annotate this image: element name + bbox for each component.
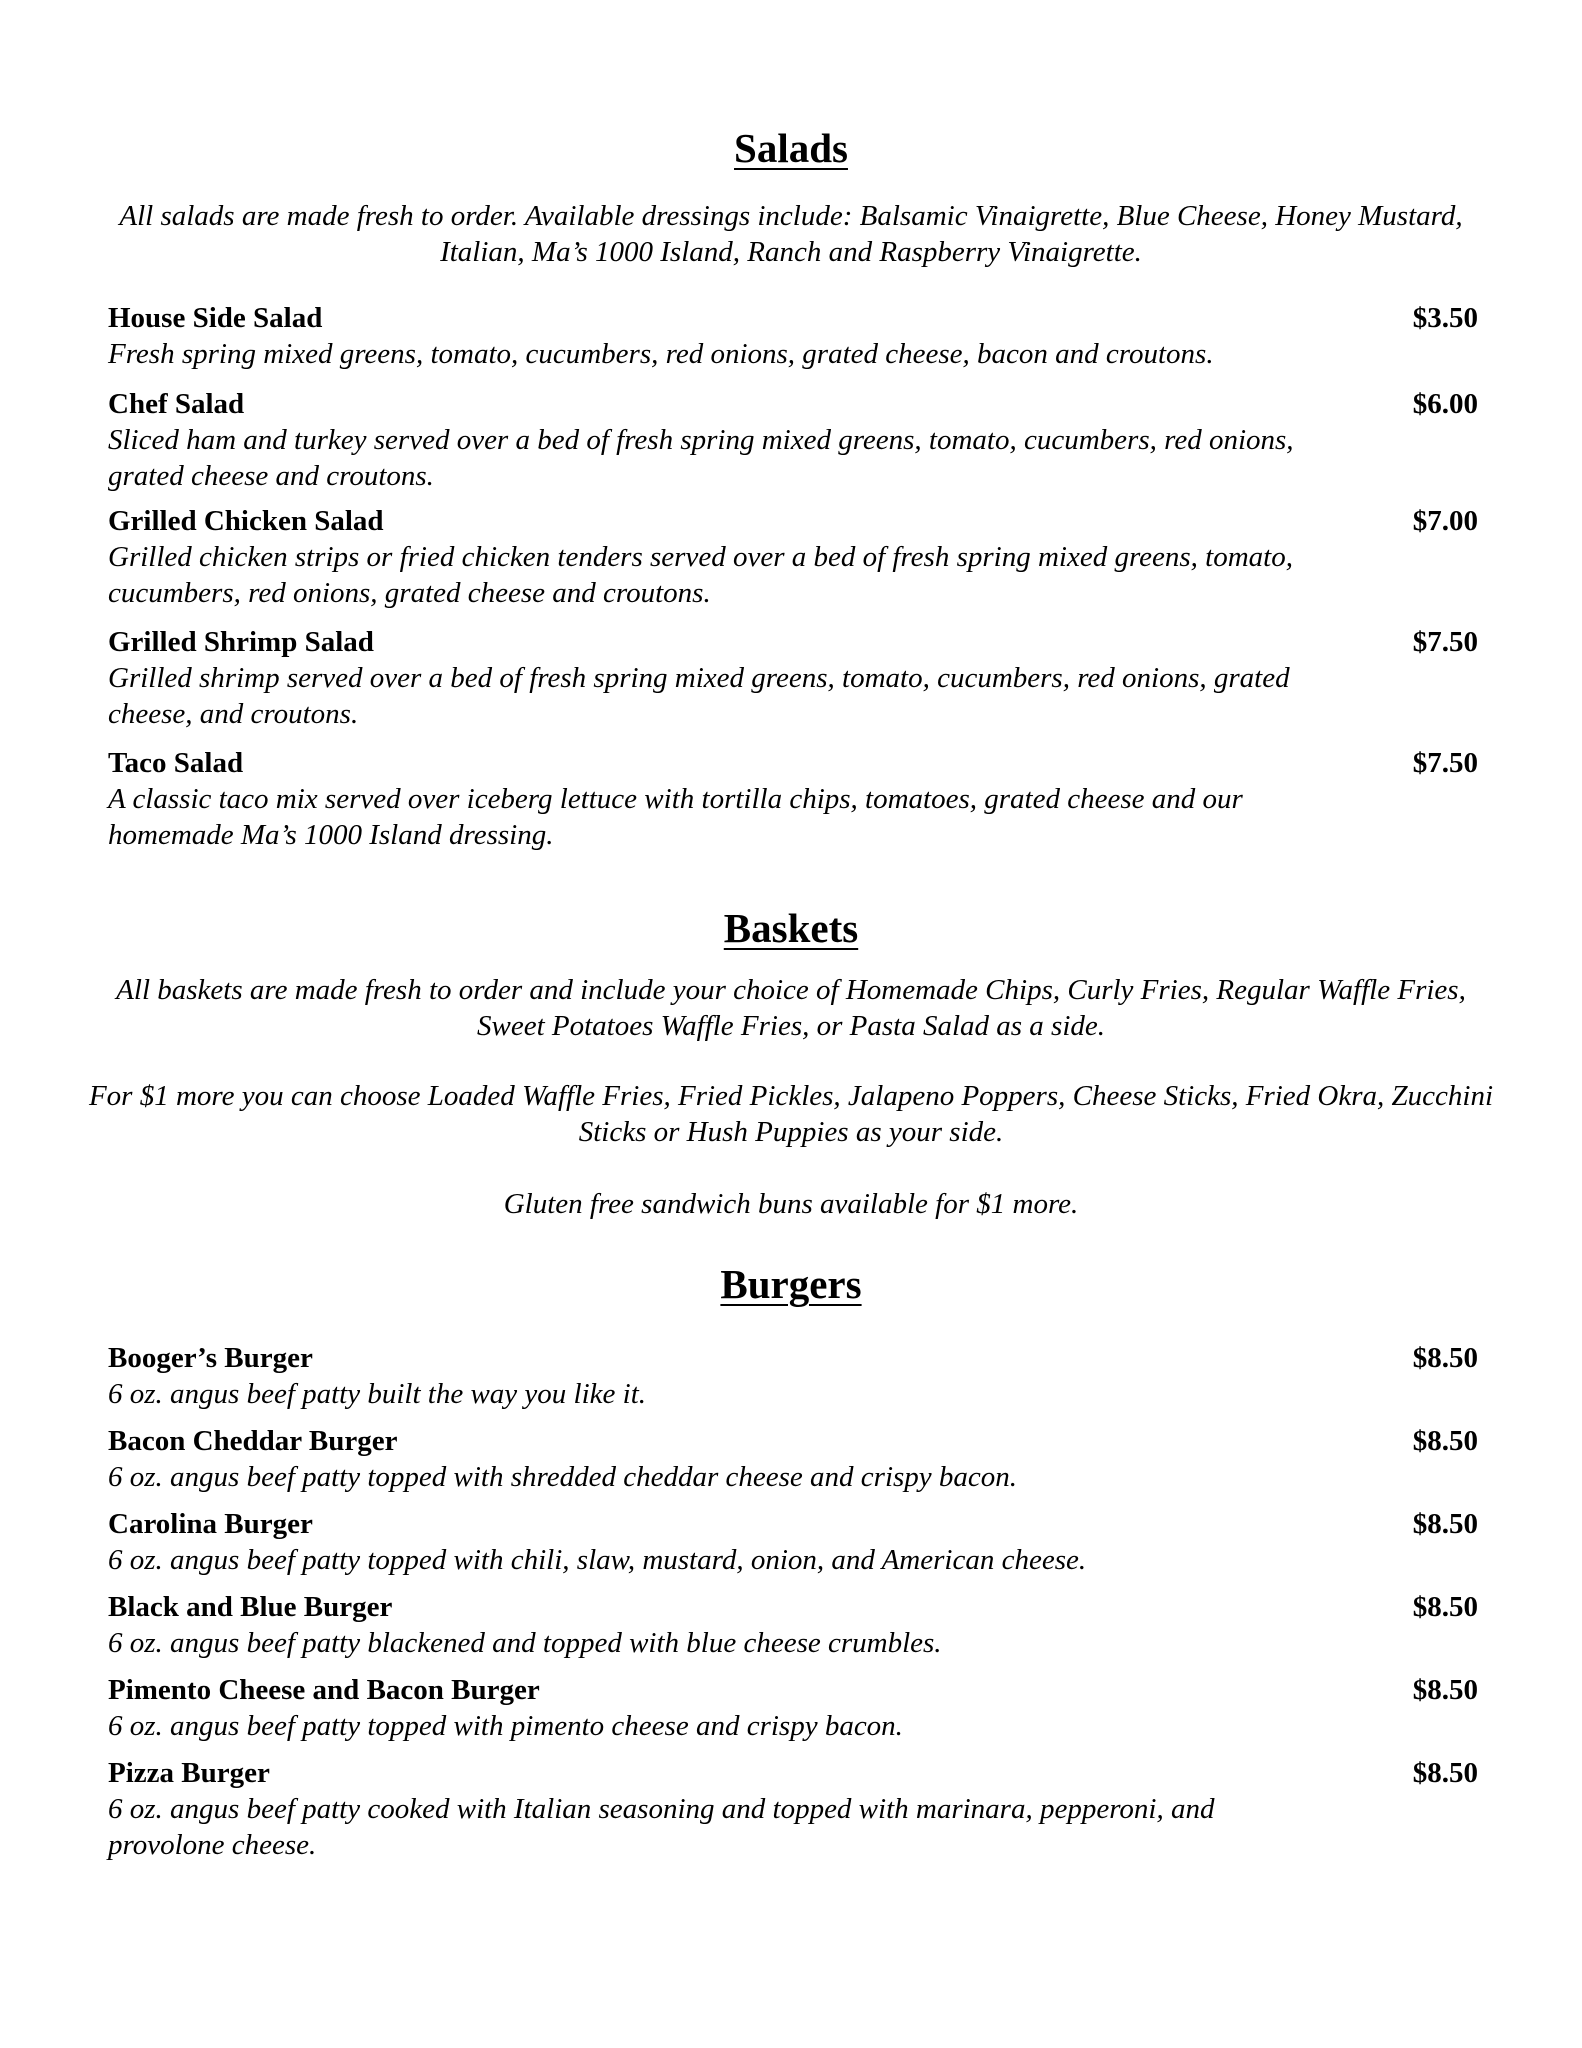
- item-description: A classic taco mix served over iceberg lettuce with tortilla chips, tomatoes, grated cheese and our homemade Ma’s 1000 Island dressing.: [108, 783, 1243, 851]
- item-description: 6 oz. angus beef patty topped with chili, slaw, mustard, onion, and American cheese.: [108, 1544, 1087, 1576]
- item-price: $8.50: [1412, 1757, 1478, 1789]
- baskets-heading: Baskets: [723, 905, 859, 951]
- baskets-upgrade-note: For $1 more you can choose Loaded Waffle Fries, Fried Pickles, Jalapeno Poppers, Cheese Sticks, Fried Okra, Zucchini Sticks or Hush Puppies as your side.: [88, 1080, 1494, 1148]
- baskets-intro: All baskets are made fresh to order and include your choice of Homemade Chips, Curly Fries, Regular Waffle Fries, Sweet Potatoes Waffle Fries, or Pasta Salad as a side.: [116, 974, 1466, 1042]
- burgers-heading: Burgers: [720, 1261, 862, 1307]
- item-name: Bacon Cheddar Burger: [108, 1425, 398, 1457]
- item-name: Pizza Burger: [108, 1757, 270, 1789]
- item-price: $8.50: [1412, 1342, 1478, 1374]
- menu-item-black-and-blue-burger: [108, 1589, 1478, 1661]
- item-description: Fresh spring mixed greens, tomato, cucumbers, red onions, grated cheese, bacon and croutons.: [108, 338, 1214, 370]
- item-price: $8.50: [1412, 1425, 1478, 1457]
- menu-item-boogers-burger: [108, 1340, 1478, 1412]
- menu-item-chef-salad: [108, 386, 1478, 494]
- item-name: Grilled Shrimp Salad: [108, 626, 374, 658]
- item-price: $7.00: [1412, 505, 1478, 537]
- item-name: Grilled Chicken Salad: [108, 505, 384, 537]
- menu-item-carolina-burger: [108, 1506, 1478, 1578]
- item-name: Pimento Cheese and Bacon Burger: [108, 1674, 540, 1706]
- item-price: $6.00: [1412, 388, 1478, 420]
- item-name: Chef Salad: [108, 388, 245, 420]
- salads-heading: Salads: [734, 125, 848, 171]
- item-name: Carolina Burger: [108, 1508, 313, 1540]
- item-description: Grilled chicken strips or fried chicken tenders served over a bed of fresh spring mixed greens, tomato, cucumbers, red onions, grated cheese and croutons.: [108, 541, 1293, 609]
- item-name: Booger’s Burger: [108, 1342, 313, 1374]
- item-description: 6 oz. angus beef patty blackened and topped with blue cheese crumbles.: [108, 1627, 942, 1659]
- item-price: $8.50: [1412, 1591, 1478, 1623]
- menu-item-grilled-chicken-salad: [108, 503, 1478, 611]
- item-description: 6 oz. angus beef patty topped with shredded cheddar cheese and crispy bacon.: [108, 1461, 1018, 1493]
- menu-item-pimento-cheese-bacon-burger: [108, 1672, 1478, 1744]
- menu-item-bacon-cheddar-burger: [108, 1423, 1478, 1495]
- item-name: House Side Salad: [108, 302, 323, 334]
- item-price: $8.50: [1412, 1674, 1478, 1706]
- item-description: 6 oz. angus beef patty built the way you like it.: [108, 1378, 647, 1410]
- item-description: 6 oz. angus beef patty topped with pimento cheese and crispy bacon.: [108, 1710, 903, 1742]
- item-description: 6 oz. angus beef patty cooked with Italian seasoning and topped with marinara, pepperoni, and provolone cheese.: [108, 1793, 1215, 1861]
- baskets-gluten-free-note: Gluten free sandwich buns available for $1 more.: [503, 1188, 1079, 1220]
- item-price: $3.50: [1412, 302, 1478, 334]
- item-description: Grilled shrimp served over a bed of fresh spring mixed greens, tomato, cucumbers, red onions, grated cheese, and croutons.: [108, 662, 1290, 730]
- item-price: $7.50: [1412, 747, 1478, 779]
- menu-item-pizza-burger: [108, 1755, 1478, 1863]
- item-description: Sliced ham and turkey served over a bed of fresh spring mixed greens, tomato, cucumbers, red onions, grated cheese and croutons.: [108, 424, 1294, 492]
- item-name: Black and Blue Burger: [108, 1591, 393, 1623]
- menu-item-taco-salad: [108, 745, 1478, 853]
- item-price: $7.50: [1412, 626, 1478, 658]
- salads-intro: All salads are made fresh to order. Available dressings include: Balsamic Vinaigrette, Blue Cheese, Honey Mustard, Italian, Ma’s 1000 Island, Ranch and Raspberry Vinaigrette.: [119, 200, 1463, 268]
- item-name: Taco Salad: [108, 747, 244, 779]
- menu-item-house-side-salad: [108, 300, 1478, 372]
- item-price: $8.50: [1412, 1508, 1478, 1540]
- menu-item-grilled-shrimp-salad: [108, 624, 1478, 732]
